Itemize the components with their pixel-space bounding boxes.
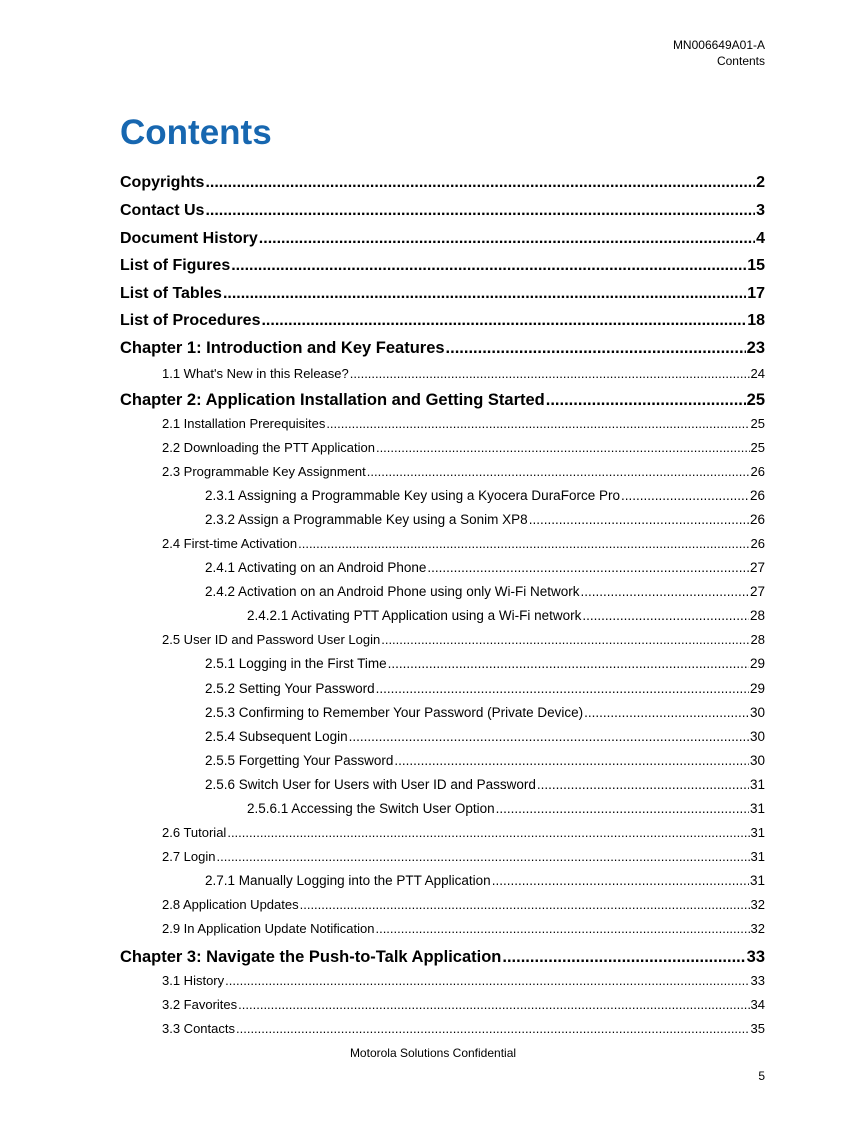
toc-leader-dots	[223, 283, 746, 305]
running-header-section: Contents	[716, 54, 765, 68]
toc-entry[interactable]	[162, 415, 765, 433]
toc-entry-page: 26	[749, 488, 765, 503]
toc-leader-dots	[298, 535, 749, 553]
toc-entry-title: Contact Us	[120, 202, 205, 219]
toc-entry-page: 25	[750, 440, 765, 455]
toc-entry[interactable]	[120, 200, 765, 222]
toc-entry-title: 2.4 First-time Activation	[162, 536, 298, 551]
toc-entry-page: 29	[749, 681, 765, 696]
toc-leader-dots	[367, 463, 750, 481]
toc-entry-title: 2.4.2.1 Activating PTT Application using a Wi-Fi network	[247, 608, 582, 623]
toc-leader-dots	[446, 337, 746, 359]
toc-entry[interactable]	[120, 283, 765, 305]
toc-entry-page: 28	[750, 632, 765, 647]
toc-entry[interactable]	[162, 631, 765, 649]
toc-entry-title: 3.3 Contacts	[162, 1021, 235, 1036]
toc-entry-title: 2.5.4 Subsequent Login	[205, 729, 348, 744]
toc-entry-page: 26	[750, 536, 765, 551]
toc-entry-page: 31	[749, 801, 765, 816]
toc-entry[interactable]	[162, 439, 765, 457]
toc-entry[interactable]	[162, 972, 765, 990]
toc-entry-title: 2.3.1 Assigning a Programmable Key using a Kyocera DuraForce Pro	[205, 488, 620, 503]
toc-entry[interactable]	[120, 337, 765, 359]
toc-entry-title: 2.1 Installation Prerequisites	[162, 416, 326, 431]
toc-entry[interactable]	[120, 172, 765, 194]
toc-leader-dots	[376, 439, 750, 457]
toc-entry-title: Document History	[120, 230, 258, 247]
toc-entry-page: 34	[750, 997, 765, 1012]
toc-entry-page: 3	[756, 202, 765, 219]
toc-entry[interactable]	[205, 872, 765, 890]
toc-entry-page: 30	[749, 729, 765, 744]
toc-entry-page: 31	[749, 777, 765, 792]
toc-entry[interactable]	[162, 824, 765, 842]
toc-entry[interactable]	[162, 896, 765, 914]
toc-entry-title: Chapter 1: Introduction and Key Features	[120, 339, 445, 357]
toc-leader-dots	[231, 255, 746, 277]
toc-entry-page: 26	[750, 464, 765, 479]
toc-entry-page: 31	[749, 873, 765, 888]
toc-entry[interactable]	[162, 920, 765, 938]
toc-entry-title: 2.5.3 Confirming to Remember Your Password (Private Device)	[205, 705, 584, 720]
toc-entry-title: 2.7 Login	[162, 849, 216, 864]
toc-entry[interactable]	[162, 996, 765, 1014]
toc-leader-dots	[259, 228, 755, 250]
toc-entry[interactable]	[205, 583, 765, 601]
toc-entry-title: 3.2 Favorites	[162, 997, 238, 1012]
toc-entry-page: 26	[749, 512, 765, 527]
toc-leader-dots	[546, 389, 746, 411]
toc-leader-dots	[261, 310, 746, 332]
toc-entry-title: List of Figures	[120, 257, 231, 274]
confidential-footer: Motorola Solutions Confidential	[349, 1046, 517, 1060]
toc-entry[interactable]	[205, 776, 765, 794]
toc-entry-title: 2.5.6 Switch User for Users with User ID and Password	[205, 777, 536, 792]
toc-leader-dots	[349, 728, 749, 746]
toc-entry-page: 23	[746, 339, 765, 357]
document-id: MN006649A01-A	[672, 38, 765, 52]
toc-entry-page: 28	[749, 608, 765, 623]
toc-entry-title: 2.2 Downloading the PTT Application	[162, 440, 375, 455]
toc-entry[interactable]	[162, 848, 765, 866]
toc-entry[interactable]	[205, 704, 765, 722]
toc-entry-title: Copyrights	[120, 174, 205, 191]
toc-entry-title: 2.5.2 Setting Your Password	[205, 681, 375, 696]
toc-entry[interactable]	[162, 535, 765, 553]
toc-entry-page: 35	[750, 1021, 765, 1036]
toc-entry[interactable]	[162, 365, 765, 383]
toc-entry-page: 32	[750, 921, 765, 936]
toc-entry-page: 30	[749, 705, 765, 720]
toc-entry[interactable]	[120, 255, 765, 277]
toc-entry-title: 2.5 User ID and Password User Login	[162, 632, 381, 647]
toc-leader-dots	[394, 752, 749, 770]
toc-leader-dots	[205, 172, 755, 194]
toc-entry-title: 2.9 In Application Update Notification	[162, 921, 375, 936]
toc-leader-dots	[582, 607, 749, 625]
toc-entry-title: List of Tables	[120, 285, 222, 302]
toc-leader-dots	[381, 631, 749, 649]
toc-entry[interactable]	[205, 559, 765, 577]
toc-entry[interactable]	[247, 607, 765, 625]
toc-entry[interactable]	[205, 752, 765, 770]
toc-leader-dots	[427, 559, 749, 577]
toc-entry-title: 1.1 What's New in this Release?	[162, 366, 349, 381]
toc-entry[interactable]	[162, 463, 765, 481]
toc-leader-dots	[300, 896, 750, 914]
toc-leader-dots	[621, 487, 749, 505]
toc-entry-page: 24	[750, 366, 765, 381]
toc-entry-page: 29	[749, 656, 765, 671]
page-title: Contents	[120, 113, 272, 152]
toc-entry-title: 2.4.1 Activating on an Android Phone	[205, 560, 427, 575]
toc-leader-dots	[376, 680, 749, 698]
toc-entry-page: 4	[756, 230, 765, 247]
toc-entry[interactable]	[205, 655, 765, 673]
toc-entry-page: 25	[750, 416, 765, 431]
toc-leader-dots	[350, 365, 750, 383]
toc-entry-title: 2.8 Application Updates	[162, 897, 299, 912]
toc-entry-page: 31	[750, 825, 765, 840]
toc-leader-dots	[326, 415, 749, 433]
toc-entry-title: Chapter 3: Navigate the Push-to-Talk Application	[120, 948, 502, 966]
toc-entry[interactable]	[162, 1020, 765, 1038]
toc-entry-title: 2.7.1 Manually Logging into the PTT Application	[205, 873, 491, 888]
toc-entry[interactable]	[205, 487, 765, 505]
toc-entry-page: 18	[747, 312, 765, 329]
toc-entry-page: 31	[750, 849, 765, 864]
toc-leader-dots	[225, 972, 749, 990]
toc-entry[interactable]	[205, 511, 765, 529]
toc-entry-title: 3.1 History	[162, 973, 225, 988]
toc-leader-dots	[502, 946, 745, 968]
toc-entry-title: Chapter 2: Application Installation and Getting Started	[120, 391, 545, 409]
toc-entry[interactable]	[120, 228, 765, 250]
page-number: 5	[758, 1069, 765, 1083]
toc-leader-dots	[492, 872, 749, 890]
toc-entry-title: 2.4.2 Activation on an Android Phone using only Wi-Fi Network	[205, 584, 580, 599]
toc-entry-page: 2	[756, 174, 765, 191]
toc-entry[interactable]	[205, 728, 765, 746]
toc-entry-page: 17	[747, 285, 765, 302]
toc-entry[interactable]	[205, 680, 765, 698]
toc-leader-dots	[227, 824, 749, 842]
toc-entry-title: 2.6 Tutorial	[162, 825, 227, 840]
toc-entry[interactable]	[247, 800, 765, 818]
toc-entry-page: 15	[747, 257, 765, 274]
toc-leader-dots	[529, 511, 749, 529]
toc-leader-dots	[584, 704, 749, 722]
toc-entry-title: 2.5.1 Logging in the First Time	[205, 656, 387, 671]
toc-entry[interactable]	[120, 310, 765, 332]
toc-entry-title: 2.3 Programmable Key Assignment	[162, 464, 366, 479]
toc-entry-page: 27	[749, 560, 765, 575]
toc-leader-dots	[388, 655, 749, 673]
toc-entry-page: 33	[746, 948, 765, 966]
toc-leader-dots	[537, 776, 749, 794]
toc-leader-dots	[217, 848, 750, 866]
toc-entry-page: 27	[749, 584, 765, 599]
toc-entry-page: 32	[750, 897, 765, 912]
toc-entry[interactable]	[120, 389, 765, 411]
toc-entry-page: 30	[749, 753, 765, 768]
toc-leader-dots	[580, 583, 749, 601]
toc-leader-dots	[375, 920, 749, 938]
toc-leader-dots	[236, 1020, 750, 1038]
toc-leader-dots	[496, 800, 749, 818]
toc-entry[interactable]	[120, 946, 765, 968]
toc-leader-dots	[205, 200, 755, 222]
toc-entry-title: 2.3.2 Assign a Programmable Key using a Sonim XP8	[205, 512, 528, 527]
toc-entry-title: 2.5.6.1 Accessing the Switch User Option	[247, 801, 495, 816]
toc-entry-title: List of Procedures	[120, 312, 261, 329]
toc-entry-page: 25	[746, 391, 765, 409]
toc-entry-page: 33	[750, 973, 765, 988]
toc-leader-dots	[238, 996, 749, 1014]
toc-entry-title: 2.5.5 Forgetting Your Password	[205, 753, 394, 768]
